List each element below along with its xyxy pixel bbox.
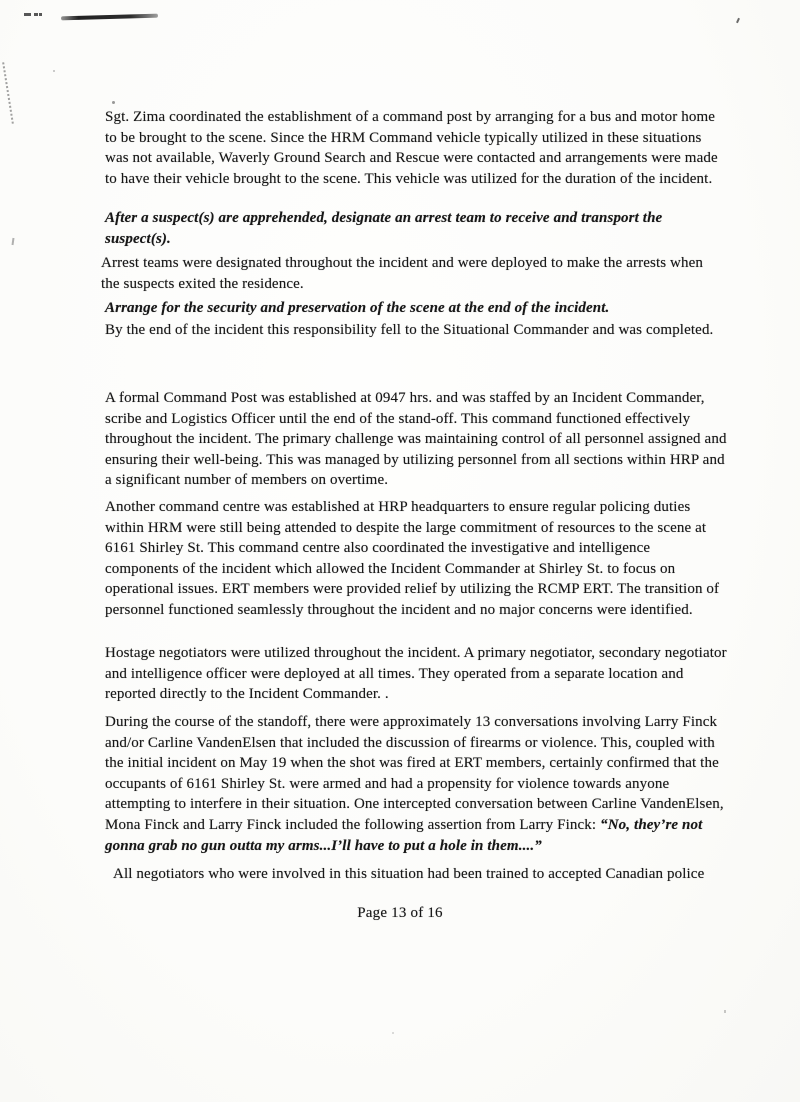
standoff-conversations-text: During the course of the standoff, there were approximately 13 conversations involving Larry Finck and/or Carline VandenElsen that included the discussion of firearms or violence. This, coupled with the initial incident on May 19 when the shot was fired at ERT members, certainly confirmed that the occupants of 6161 Shirley St. were armed and had a propensity for violence towards anyone attempting to interfere in their situation. One intercepted conversation between Carline VandenElsen, Mona Finck and Larry Finck included the following assertion from Larry Finck:: [105, 714, 724, 833]
scan-artifact-dashes: [24, 13, 42, 16]
standoff-conversations-paragraph: [105, 712, 727, 856]
scan-artifact-top-right-speck: [736, 18, 740, 23]
arrest-teams-paragraph: Arrest teams were designated throughout the incident and were deployed to make the arrests when the suspects exited the residence.: [101, 255, 704, 292]
hostage-negotiators-paragraph: Hostage negotiators were utilized throughout the incident. A primary negotiator, secondary negotiator and intelligence officer were deployed at all times. They operated from a separate location and reported directly to the Incident Commander. .: [105, 645, 727, 703]
larry-finck-quote: “No, they’re not gonna grab no gun outta my arms...I’ll have to put a hole in them....”: [105, 816, 703, 854]
hrp-headquarters-command-centre-paragraph: Another command centre was established at HRP headquarters to ensure regular policing duties within HRM were still being attended to despite the large commitment of resources to the scene at 6161 Shirley St. This command centre also coordinated the investigative and intelligence components of the incident which allowed the Incident Commander at Shirley St. to focus on operational issues. ERT members were provided relief by utilizing the RCMP ERT. The transition of personnel functioned seamlessly throughout the incident and no major concerns were identified.: [105, 499, 720, 618]
scan-artifact-edge-speck-trail: [2, 62, 14, 124]
command-post-setup-paragraph: Sgt. Zima coordinated the establishment of a command post by arranging for a bus and motor home to be brought to the scene. Since the HRM Command vehicle typically utilized in these situations was not available, Waverly Ground Search and Rescue were contacted and arrangements were made to have their vehicle brought to the scene. This vehicle was utilized for the duration of the incident.: [105, 109, 718, 187]
page-number: Page 13 of 16: [357, 905, 443, 921]
formal-command-post-paragraph: A formal Command Post was established at 0947 hrs. and was staffed by an Incident Commander, scribe and Logistics Officer until the end of the stand-off. This command functioned effectively throughout the incident. The primary challenge was maintaining control of all personnel assigned and ensuring their well-being. This was managed by utilizing personnel from all sections within HRP and a significant number of members on overtime.: [105, 390, 727, 489]
arrest-team-directive-heading: After a suspect(s) are apprehended, designate an arrest team to receive and transport the suspect(s).: [105, 210, 663, 247]
scan-artifact-streak: [61, 14, 158, 21]
scene-security-response-paragraph: By the end of the incident this responsibility fell to the Situational Commander and was completed.: [105, 322, 714, 338]
scan-artifact-speck: [112, 101, 115, 104]
scan-artifact-speck: [724, 1010, 726, 1013]
scan-artifact-speck: [392, 1032, 394, 1034]
scan-artifact-speck: [12, 238, 15, 245]
scene-security-directive-heading: Arrange for the security and preservation of the scene at the end of the incident.: [105, 300, 610, 316]
negotiator-training-paragraph: All negotiators who were involved in this situation had been trained to accepted Canadian police: [113, 866, 705, 882]
scan-artifact-speck: [53, 70, 55, 72]
